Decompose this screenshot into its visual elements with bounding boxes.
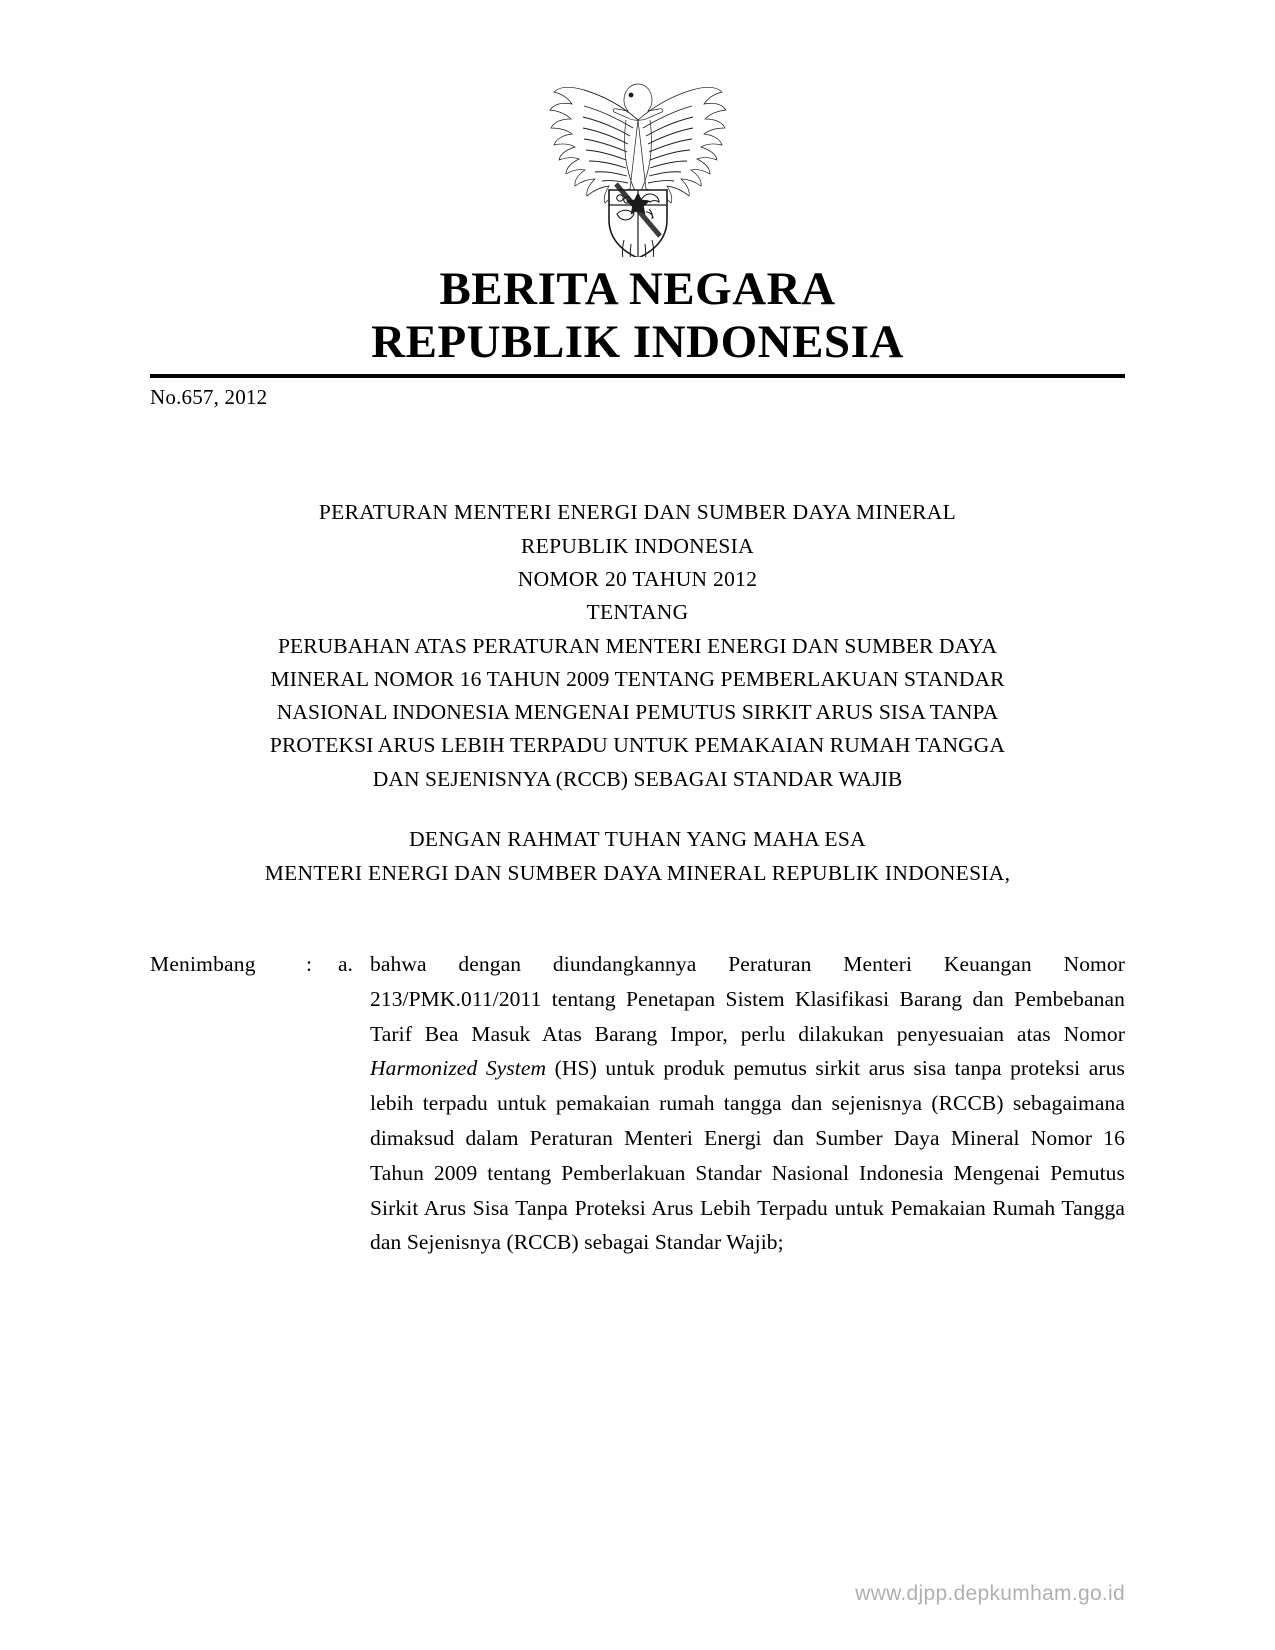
- garuda-pancasila-emblem: [538, 62, 738, 257]
- considerans-colon: :: [306, 951, 312, 976]
- title-line-2: REPUBLIK INDONESIA: [521, 533, 754, 558]
- masthead-line-1: BERITA NEGARA: [439, 263, 836, 315]
- regulation-subtitle: [150, 822, 1125, 891]
- considerans-text-part-2: (HS) untuk produk pemutus sirkit arus sisa tanpa proteksi arus lebih terpadu untuk pemakaian rumah tangga dan sejenisnya (RCCB) sebagaimana dimaksud dalam Peraturan Menteri Energi dan Sumber Daya Mineral Nomor 16 Tahun 2009 tentang Pemberlakuan Standar Nasional Indonesia Mengenai Pemutus Sirkit Arus Sisa Tanpa Proteksi Arus Lebih Terpadu untuk Pemakaian Rumah Tangga dan Sejenisnya (RCCB) sebagai Standar Wajib;: [370, 1056, 1125, 1255]
- title-line-3: NOMOR 20 TAHUN 2012: [517, 566, 758, 591]
- masthead-line-2: REPUBLIK INDONESIA: [371, 315, 904, 368]
- regulation-title: [150, 496, 1125, 796]
- title-line-4: TENTANG: [586, 600, 689, 625]
- footer-watermark-url: www.djpp.depkumham.go.id: [855, 1582, 1125, 1605]
- issue-number: No.657, 2012: [150, 385, 268, 410]
- considerans-text-italic: Harmonized System: [370, 1056, 547, 1081]
- header-divider: [150, 374, 1125, 378]
- considerans-section: [150, 947, 1125, 1260]
- title-line-1: PERATURAN MENTERI ENERGI DAN SUMBER DAYA MINERAL: [318, 500, 957, 525]
- title-line-8: PROTEKSI ARUS LEBIH TERPADU UNTUK PEMAKAIAN RUMAH TANGGA: [269, 733, 1006, 758]
- considerans-item-letter: a.: [338, 951, 353, 976]
- considerans-label: Menimbang: [150, 951, 256, 976]
- title-line-5: PERUBAHAN ATAS PERATURAN MENTERI ENERGI DAN SUMBER DAYA: [277, 633, 998, 658]
- considerans-text-part-1: bahwa dengan diundangkannya Peraturan Menteri Keuangan Nomor 213/PMK.011/2011 tentang Penetapan Sistem Klasifikasi Barang dan Pembebanan Tarif Bea Masuk Atas Barang Impor, perlu dilakukan penyesuaian atas Nomor: [370, 951, 1125, 1046]
- considerans-item-text: [370, 947, 1125, 1260]
- title-line-9: DAN SEJENISNYA (RCCB) SEBAGAI STANDAR WAJIB: [372, 766, 903, 791]
- title-line-7: NASIONAL INDONESIA MENGENAI PEMUTUS SIRKIT ARUS SISA TANPA: [276, 700, 999, 725]
- subtitle-line-2: MENTERI ENERGI DAN SUMBER DAYA MINERAL REPUBLIK INDONESIA,: [264, 861, 1011, 886]
- subtitle-line-1: DENGAN RAHMAT TUHAN YANG MAHA ESA: [409, 827, 866, 852]
- title-line-6: MINERAL NOMOR 16 TAHUN 2009 TENTANG PEMBERLAKUAN STANDAR: [270, 666, 1005, 691]
- masthead: [150, 263, 1125, 368]
- emblem-container: [150, 0, 1125, 257]
